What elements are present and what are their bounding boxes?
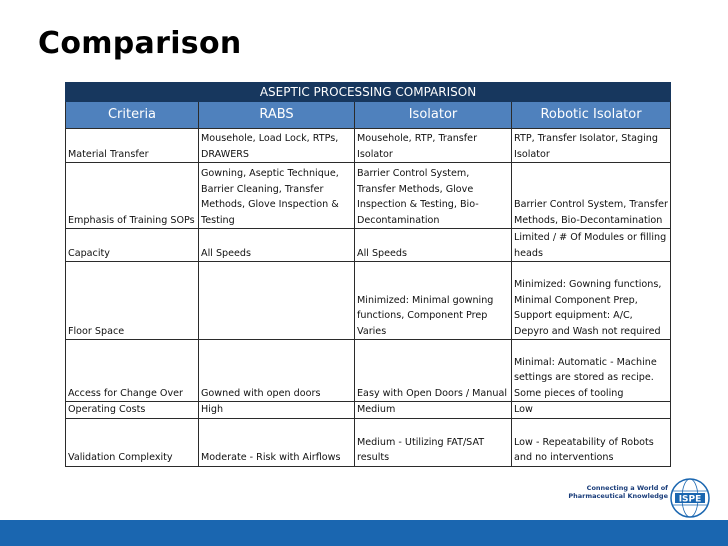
robotic-cell: Low: [512, 402, 671, 419]
ispe-logo-icon: [670, 478, 710, 518]
rabs-cell: Mousehole, Load Lock, RTPs, DRAWERS: [199, 129, 355, 163]
header-rabs: RABS: [199, 102, 355, 129]
table-title: ASEPTIC PROCESSING COMPARISON: [66, 83, 671, 102]
robotic-cell: RTP, Transfer Isolator, Staging Isolator: [512, 129, 671, 163]
criteria-cell: Material Transfer: [66, 129, 199, 163]
table-header-row: [66, 102, 671, 129]
table-row: [66, 418, 671, 466]
rabs-cell: All Speeds: [199, 229, 355, 262]
rabs-cell: Gowning, Aseptic Technique, Barrier Cleaning, Transfer Methods, Glove Inspection & Testing: [199, 163, 355, 229]
rabs-cell: Gowned with open doors: [199, 340, 355, 402]
criteria-cell: Validation Complexity: [66, 418, 199, 466]
table-row: [66, 340, 671, 402]
criteria-cell: Emphasis of Training SOPs: [66, 163, 199, 229]
isolator-cell: Minimized: Minimal gowning functions, Component Prep Varies: [355, 262, 512, 340]
table-row: [66, 229, 671, 262]
isolator-cell: Medium: [355, 402, 512, 419]
isolator-cell: Barrier Control System, Transfer Methods, Glove Inspection & Testing, Bio-Decontamination: [355, 163, 512, 229]
header-criteria: Criteria: [66, 102, 199, 129]
robotic-cell: Limited / # Of Modules or filling heads: [512, 229, 671, 262]
rabs-cell: [199, 262, 355, 340]
isolator-cell: Medium - Utilizing FAT/SAT results: [355, 418, 512, 466]
robotic-cell: Barrier Control System, Transfer Methods, Bio-Decontamination: [512, 163, 671, 229]
robotic-cell: Minimized: Gowning functions, Minimal Component Prep, Support equipment: A/C, Depyro and Wash not required: [512, 262, 671, 340]
table-row: [66, 163, 671, 229]
robotic-cell: Low - Repeatability of Robots and no interventions: [512, 418, 671, 466]
logo-text: ISPE: [678, 494, 702, 505]
header-isolator: Isolator: [355, 102, 512, 129]
criteria-cell: Operating Costs: [66, 402, 199, 419]
criteria-cell: Access for Change Over: [66, 340, 199, 402]
criteria-cell: Floor Space: [66, 262, 199, 340]
isolator-cell: All Speeds: [355, 229, 512, 262]
isolator-cell: Easy with Open Doors / Manual: [355, 340, 512, 402]
comparison-table: [65, 82, 671, 467]
rabs-cell: Moderate - Risk with Airflows: [199, 418, 355, 466]
table-row: [66, 262, 671, 340]
page-title: Comparison: [38, 26, 242, 61]
footer-bar: [0, 520, 728, 546]
header-robotic-isolator: Robotic Isolator: [512, 102, 671, 129]
robotic-cell: Minimal: Automatic - Machine settings are stored as recipe. Some pieces of tooling: [512, 340, 671, 402]
ispe-branding: [560, 478, 710, 518]
table-title-row: [66, 83, 671, 102]
tagline-text: Connecting a World of Pharmaceutical Knowledge: [568, 484, 668, 500]
table-row: [66, 129, 671, 163]
rabs-cell: High: [199, 402, 355, 419]
criteria-cell: Capacity: [66, 229, 199, 262]
table-row: [66, 402, 671, 419]
isolator-cell: Mousehole, RTP, Transfer Isolator: [355, 129, 512, 163]
